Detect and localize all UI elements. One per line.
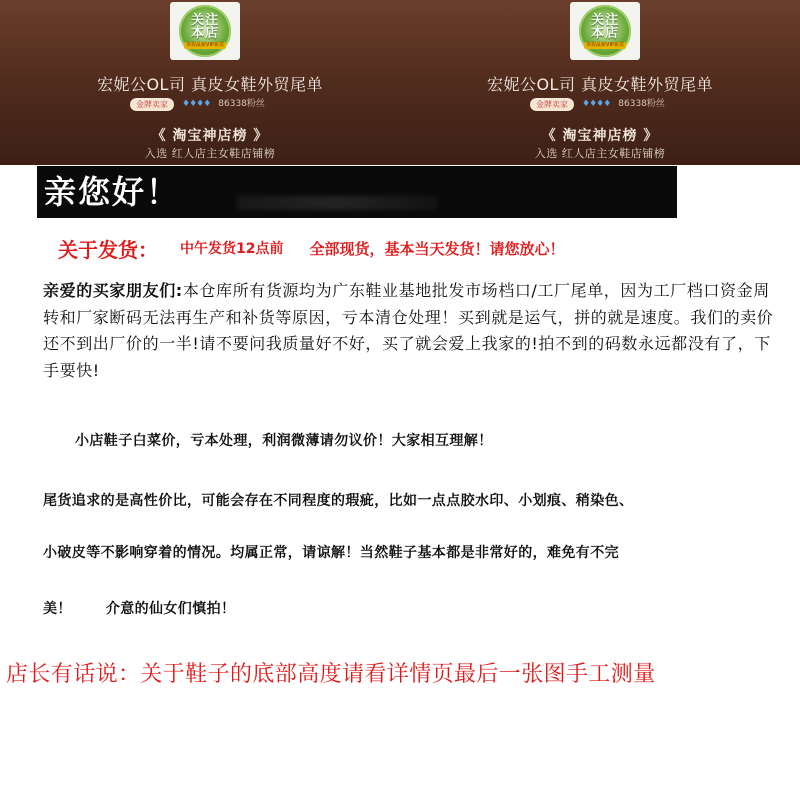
shipping-note: 全部现货，基本当天发货！请您放心！ [309,239,565,258]
shipping-label: 关于发货： [58,237,158,262]
shop-info-row [530,97,665,111]
follow-shop-label: 关注 本店 [190,12,219,41]
price-notice: 小店鞋子白菜价，亏本处理，利润微薄请勿议价！大家相互理解！ [75,433,493,449]
shop-banner-panel [0,0,400,165]
owner-note: 店长有话说：关于鞋子的底部高度请看详情页最后一张图手工测量 [6,662,656,687]
buyer-greeting: 亲爱的买家朋友们: [43,281,183,300]
buyer-notice-paragraph [43,278,783,384]
rank-title: 《 淘宝神店榜 》 [541,128,659,144]
follow-shop-button[interactable] [170,2,240,60]
follow-shop-sub: 掌握最新VIP新款 [186,41,224,48]
shipping-time: 中午发货12点前 [180,241,284,257]
follow-shop-icon [179,5,231,57]
buyer-notice-text: 本仓库所有货源均为广东鞋业基地批发市场档口/工厂尾单，因为工厂档口资金周转和厂家断码无法再生产和补货等原因，亏本清仓处理！买到就是运气，拼的就是速度。我们的卖价还不到出厂价的一半!请不要问我质量好不好，买了就会爱上我家的!拍不到的码数永远都没有了，下手要快! [43,281,774,380]
shipping-notice [58,232,778,264]
shop-name: 宏妮公OL司 真皮女鞋外贸尾单 [96,75,324,94]
rank-subtitle: 入选 红人店主女鞋店铺榜 [144,147,276,160]
defect-notice-end: 美！ [43,601,72,617]
follow-shop-icon [579,5,631,57]
follow-shop-sub: 掌握最新VIP新款 [586,41,624,48]
greeting-text: 亲您好！ [44,173,181,211]
greeting-banner [37,166,677,218]
caution-notice: 介意的仙女们慎拍！ [105,601,236,617]
fan-count: 86338粉丝 [218,98,265,109]
fan-count: 86338粉丝 [618,98,665,109]
shop-banner-panel [400,0,800,165]
gold-seller-badge: 金牌卖家 [530,98,574,111]
defect-notice-line [43,598,793,618]
shop-banner [0,0,800,165]
defect-notice-line: 小破皮等不影响穿着的情况。均属正常，请谅解！当然鞋子基本都是非常好的，难免有不完 [43,545,619,561]
diamond-rating-icon: ♦♦♦♦ [582,98,611,109]
rank-subtitle: 入选 红人店主女鞋店铺榜 [534,147,666,160]
follow-shop-button[interactable] [570,2,640,60]
shop-info-row [130,97,265,111]
greeting-decoration [237,196,437,210]
rank-title: 《 淘宝神店榜 》 [151,128,269,144]
defect-notice-line: 尾货追求的是高性价比，可能会存在不同程度的瑕疵，比如一点点胶水印、小划痕、稍染色、 [43,493,634,509]
diamond-rating-icon: ♦♦♦♦ [182,98,211,109]
shop-name: 宏妮公OL司 真皮女鞋外贸尾单 [486,75,714,94]
follow-shop-label: 关注 本店 [590,12,619,41]
gold-seller-badge: 金牌卖家 [130,98,174,111]
